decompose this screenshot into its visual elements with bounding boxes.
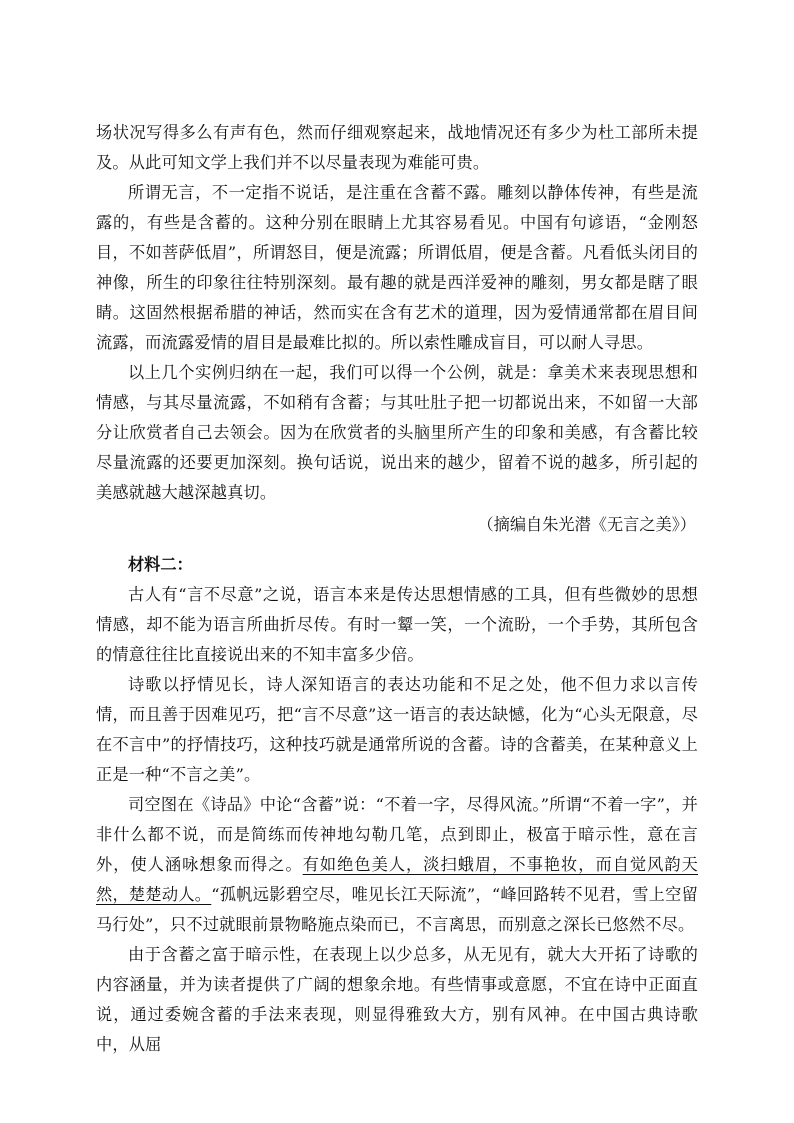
section-heading: 材料二：: [128, 555, 193, 574]
paragraph-2: 所谓无言，不一定指不说话，是注重在含蓄不露。雕刻以静体传神，有些是流露的，有些是含蓄的。这种分别在眼睛上尤其容易看见。中国有句谚语，“金刚怒目，不如菩萨低眉”，所谓怒目，便是流露；所谓低眉，便是含蓄。凡看低头闭目的神像，所生的印象往往特别深刻。最有趣的就是西洋爱神的雕刻，男女都是瞎了眼睛。这固然根据希腊的神话，然而实在含有艺术的道理，因为爱情通常都在眉目间流露，而流露爱情的眉目是最难比拟的。所以索性雕成盲目，可以耐人寻思。: [96, 183, 698, 352]
underlined-sentence: 有如绝色美人，淡扫蛾眉，不事艳妆，而自觉风韵天然，楚楚动人。: [96, 855, 698, 904]
paragraph-7: 由于含蓄之富于暗示性，在表现上以少总多，从无见有，就大大开拓了诗歌的内容涵量，并为读者提供了广阔的想象余地。有些情事或意愿，不宜在诗中正面直说，通过委婉含蓄的手法来表现，则显得雅致大方，别有风神。在中国古典诗歌中，从屈: [96, 945, 698, 1054]
paragraph-3: 以上几个实例归纳在一起，我们可以得一个公例，就是：拿美术来表现思想和情感，与其尽量流露，不如稍有含蓄；与其吐肚子把一切都说出来，不如留一大部分让欣赏者自己去领会。因为在欣赏者的头脑里所产生的印象和美感，有含蓄比较尽量流露的还要更加深刻。换句话说，说出来的越少，留着不说的越多，所引起的美感就越大越深越真切。: [96, 363, 698, 502]
paragraph-4: 古人有“言不尽意”之说，语言本来是传达思想情感的工具，但有些微妙的思想情感，却不能为语言所曲折尽传。有时一颦一笑，一个流盼，一个手势，其所包含的情意往往比直接说出来的不知丰富多少倍。: [96, 585, 698, 664]
paragraph-5: 诗歌以抒情见长，诗人深知语言的表达功能和不足之处，他不但力求以言传情，而且善于因难见巧，把“言不尽意”这一语言的表达缺憾，化为“心头无限意，尽在不言中”的抒情技巧，这种技巧就是通常所说的含蓄。诗的含蓄美，在某种意义上正是一种“不言之美”。: [96, 675, 698, 784]
paragraph-6-text-before: 司空图在《诗品》中论“含蓄”说：“不着一字，尽得风流。”所谓“不着一字”，并非什么都不说，而是简练而传神地勾勒几笔，点到即止，极富于暗示性，意在言外，使人涵咏想象而得之。: [96, 795, 698, 874]
source-citation: （摘编自朱光潜《无言之美》）: [477, 515, 696, 534]
paragraph-1: 场状况写得多么有声有色，然而仔细观察起来，战地情况还有多少为杜工部所未提及。从此可知文学上我们并不以尽量表现为难能可贵。: [96, 123, 698, 172]
paragraph-6-text-after: “孤帆远影碧空尽，唯见长江天际流”，“峰回路转不见君，雪上空留马行处”，只不过就眼前景物略施点染而已，不言离思，而别意之深长已悠然不尽。: [96, 885, 698, 934]
document-page: [96, 118, 698, 1060]
paragraph-6: [96, 790, 698, 940]
